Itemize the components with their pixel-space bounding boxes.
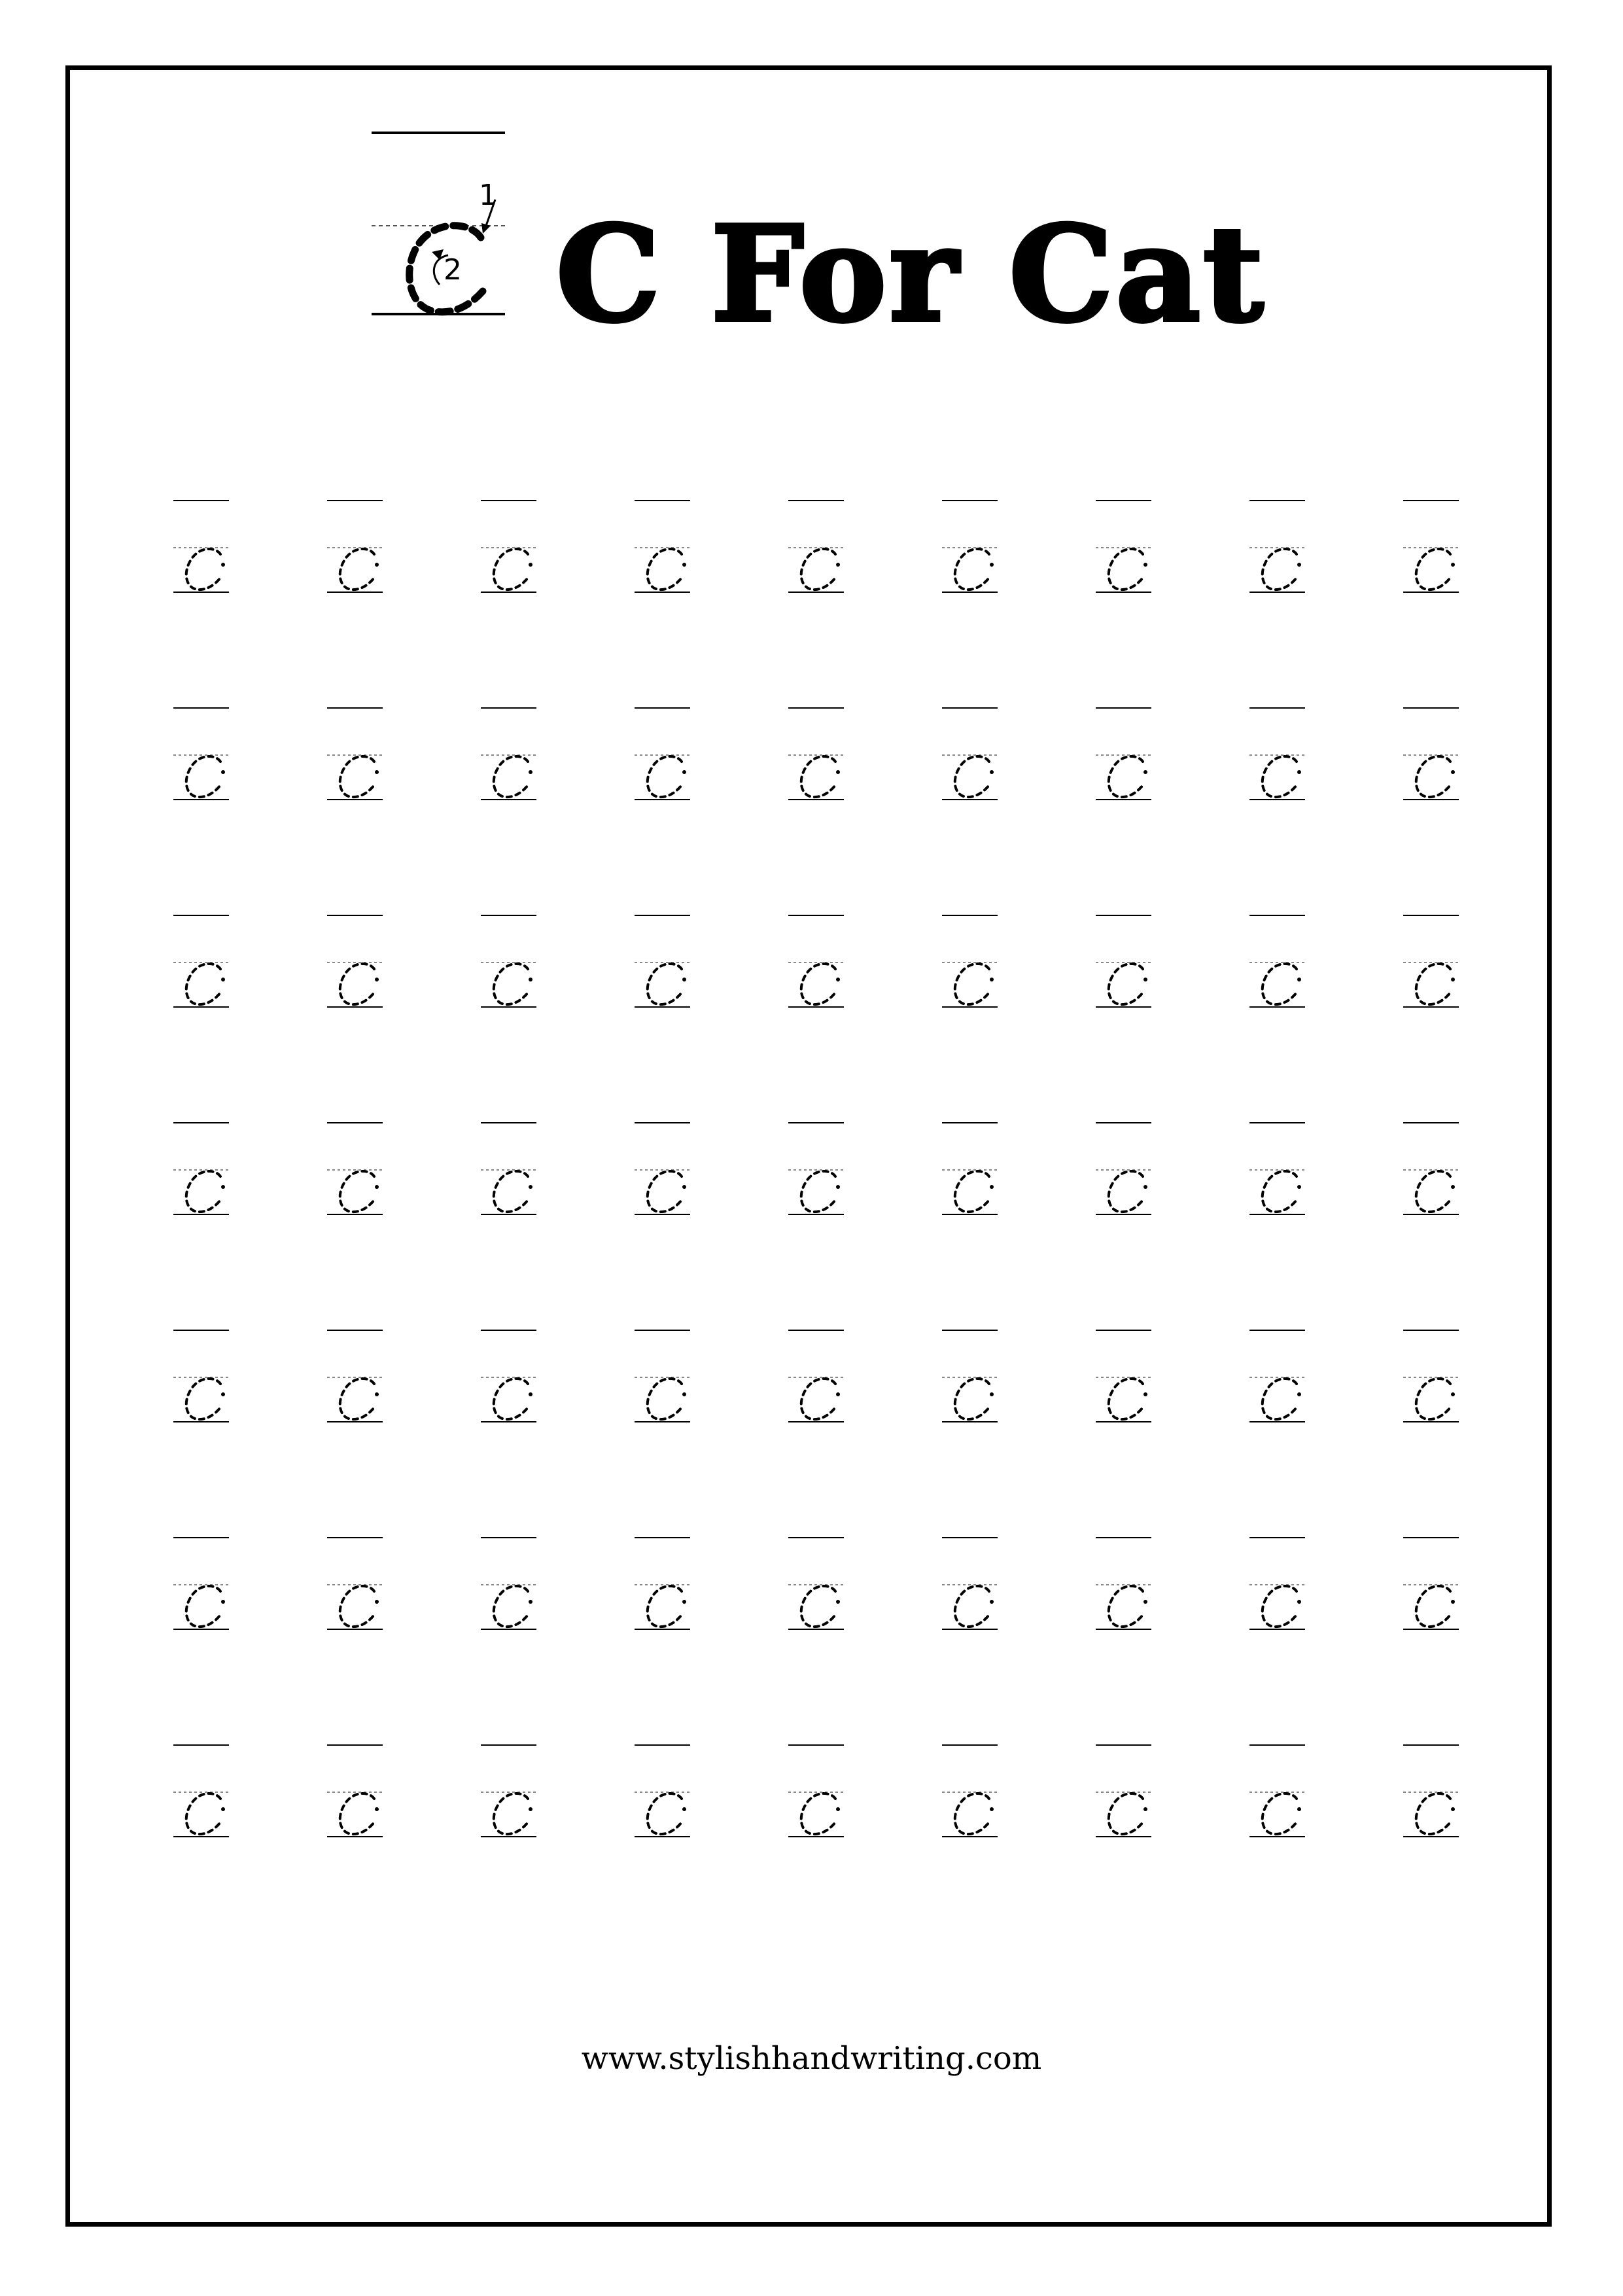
- page-title: C For Cat: [556, 198, 1266, 351]
- stroke-number-1: 1: [479, 179, 497, 212]
- footer-url: www.stylishhandwriting.com: [581, 2040, 1042, 2077]
- stroke-number-2: 2: [444, 253, 462, 287]
- model-letter-c-icon: [366, 128, 536, 337]
- title-block: [366, 128, 1282, 351]
- page-border: [65, 65, 1552, 2227]
